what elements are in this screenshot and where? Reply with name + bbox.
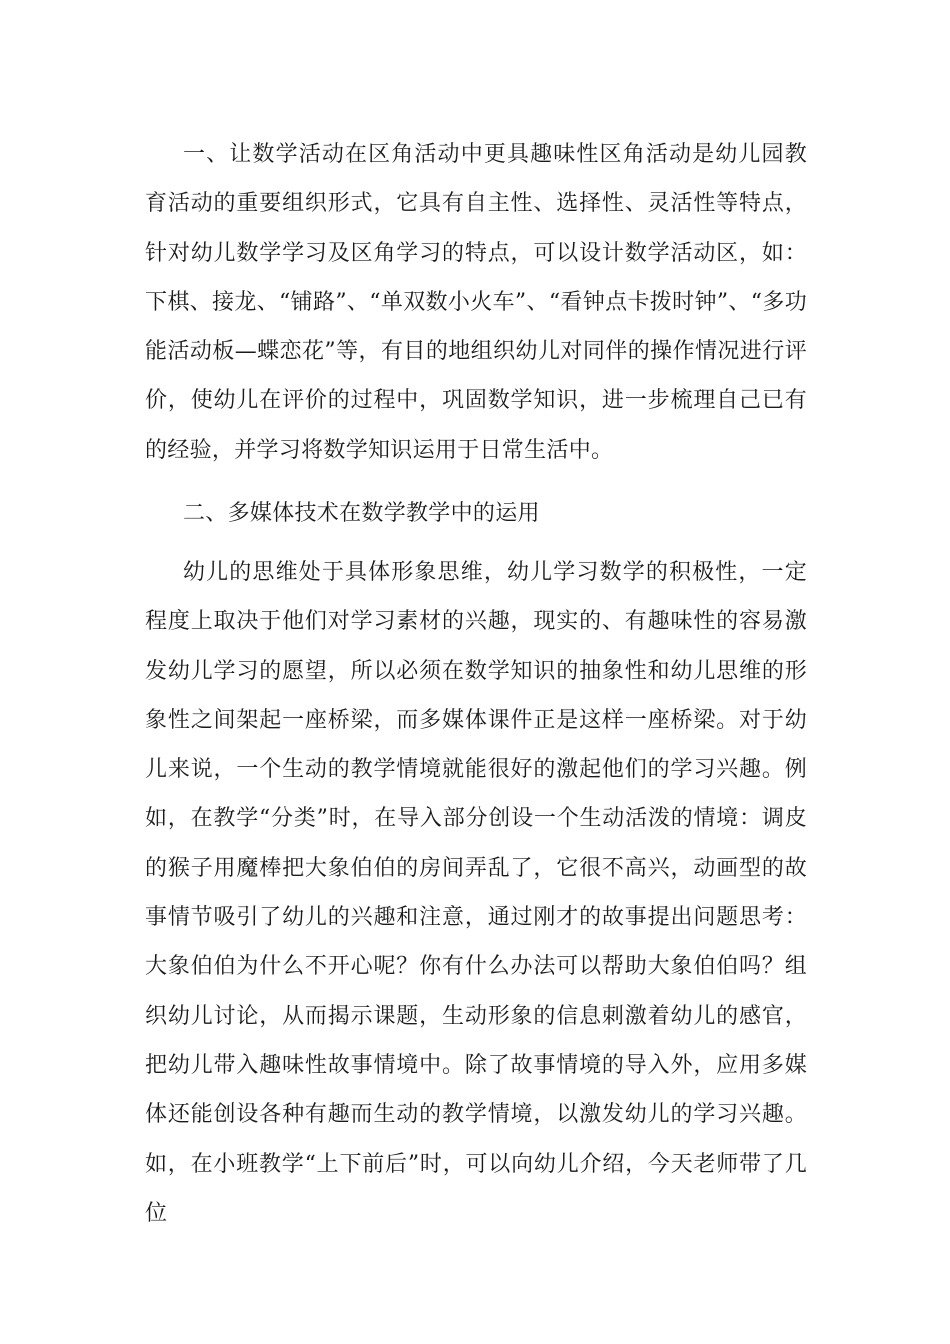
paragraph-section-2: 幼儿的思维处于具体形象思维，幼儿学习数学的积极性，一定程度上取决于他们对学习素材的兴趣，现实的、有趣味性的容易激发幼儿学习的愿望，所以必须在数学知识的抽象性和幼儿思维的形象性之间架起一座桥梁，而多媒体课件正是这样一座桥梁。对于幼儿来说，一个生动的教学情境就能很好的激起他们的学习兴趣。例如，在教学“分类”时，在导入部分创设一个生动活泼的情境：调皮的猴子用魔棒把大象伯伯的房间弄乱了，它很不高兴，动画型的故事情节吸引了幼儿的兴趣和注意，通过刚才的故事提出问题思考：大象伯伯为什么不开心呢？你有什么办法可以帮助大象伯伯吗？组织幼儿讨论，从而揭示课题，生动形象的信息刺激着幼儿的感官，把幼儿带入趣味性故事情境中。除了故事情境的导入外，应用多媒体还能创设各种有趣而生动的教学情境，以激发幼儿的学习兴趣。如，在小班教学“上下前后”时，可以向幼儿介绍，今天老师带了几位 (145, 560, 807, 1226)
paragraph-section-1: 一、让数学活动在区角活动中更具趣味性区角活动是幼儿园教育活动的重要组织形式，它具有自主性、选择性、灵活性等特点，针对幼儿数学学习及区角学习的特点，可以设计数学活动区，如：下棋、接龙、“铺路”、“单双数小火车”、“看钟点卡拨时钟”、“多功能活动板—蝶恋花”等，有目的地组织幼儿对同伴的操作情况进行评价，使幼儿在评价的过程中，巩固数学知识，进一步梳理自己已有的经验，并学习将数学知识运用于日常生活中。 (145, 142, 807, 463)
section-heading-2: 二、多媒体技术在数学教学中的运用 (183, 501, 540, 526)
